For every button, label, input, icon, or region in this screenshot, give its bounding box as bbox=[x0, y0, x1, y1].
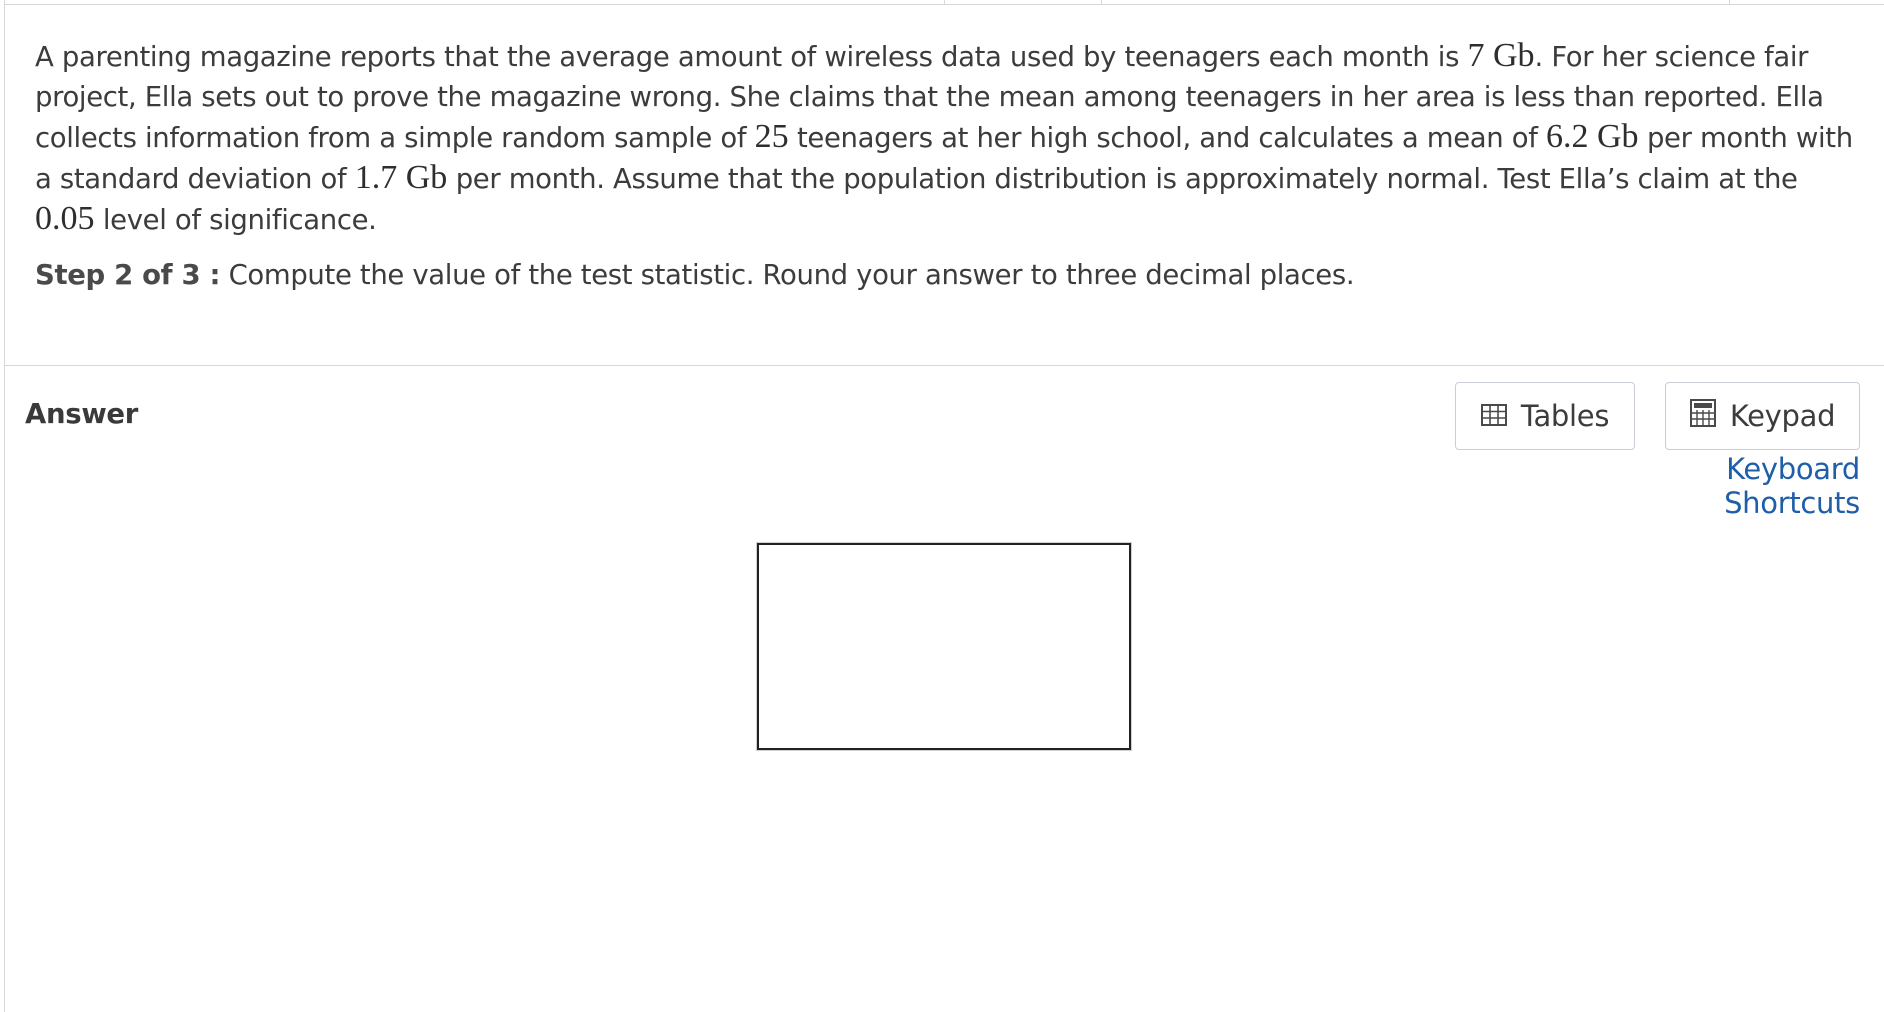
question-segment: A parenting magazine reports that the average amount of wireless data used by teenagers each month is bbox=[35, 41, 1468, 73]
section-divider bbox=[4, 365, 1884, 366]
step-text: Compute the value of the test statistic. Round your answer to three decimal places. bbox=[220, 259, 1355, 291]
question-text bbox=[35, 36, 1855, 240]
table-grid-icon bbox=[1481, 399, 1507, 433]
tables-button-label: Tables bbox=[1520, 399, 1610, 433]
question-segment: per month. Assume that the population distribution is approximately normal. Test Ella’s claim at the bbox=[447, 163, 1798, 195]
math-value: 25 bbox=[754, 118, 789, 155]
keypad-button-label: Keypad bbox=[1729, 399, 1836, 433]
calculator-keypad-icon bbox=[1690, 399, 1716, 434]
tab-divider bbox=[944, 0, 945, 5]
tables-button[interactable] bbox=[1455, 382, 1635, 450]
top-tab-strip bbox=[4, 0, 1884, 5]
tab-divider bbox=[1101, 0, 1102, 5]
step-label: Step 2 of 3 : bbox=[35, 259, 221, 291]
keyboard-shortcuts-link[interactable]: Keyboard Shortcuts bbox=[1724, 452, 1860, 520]
math-value: 0.05 bbox=[35, 200, 95, 237]
keypad-button[interactable] bbox=[1665, 382, 1860, 450]
answer-heading: Answer bbox=[25, 398, 139, 430]
answer-input-box[interactable] bbox=[757, 543, 1131, 750]
math-value: 1.7 Gb bbox=[354, 159, 448, 196]
question-segment: teenagers at her high school, and calculates a mean of bbox=[788, 122, 1546, 154]
math-value: 7 Gb bbox=[1467, 37, 1535, 74]
question-segment: level of significance. bbox=[94, 204, 377, 236]
question-segment: . For her science fair project, Ella sets out to prove the magazine wrong. She claims that the mean among teenagers in her area is less than reported. Ella collects information from a simple random sample of bbox=[35, 41, 1824, 154]
step-instruction bbox=[35, 255, 1855, 295]
math-value: 6.2 Gb bbox=[1545, 118, 1639, 155]
question-segment: per month with a standard deviation of bbox=[35, 122, 1853, 195]
tab-divider bbox=[1729, 0, 1730, 5]
